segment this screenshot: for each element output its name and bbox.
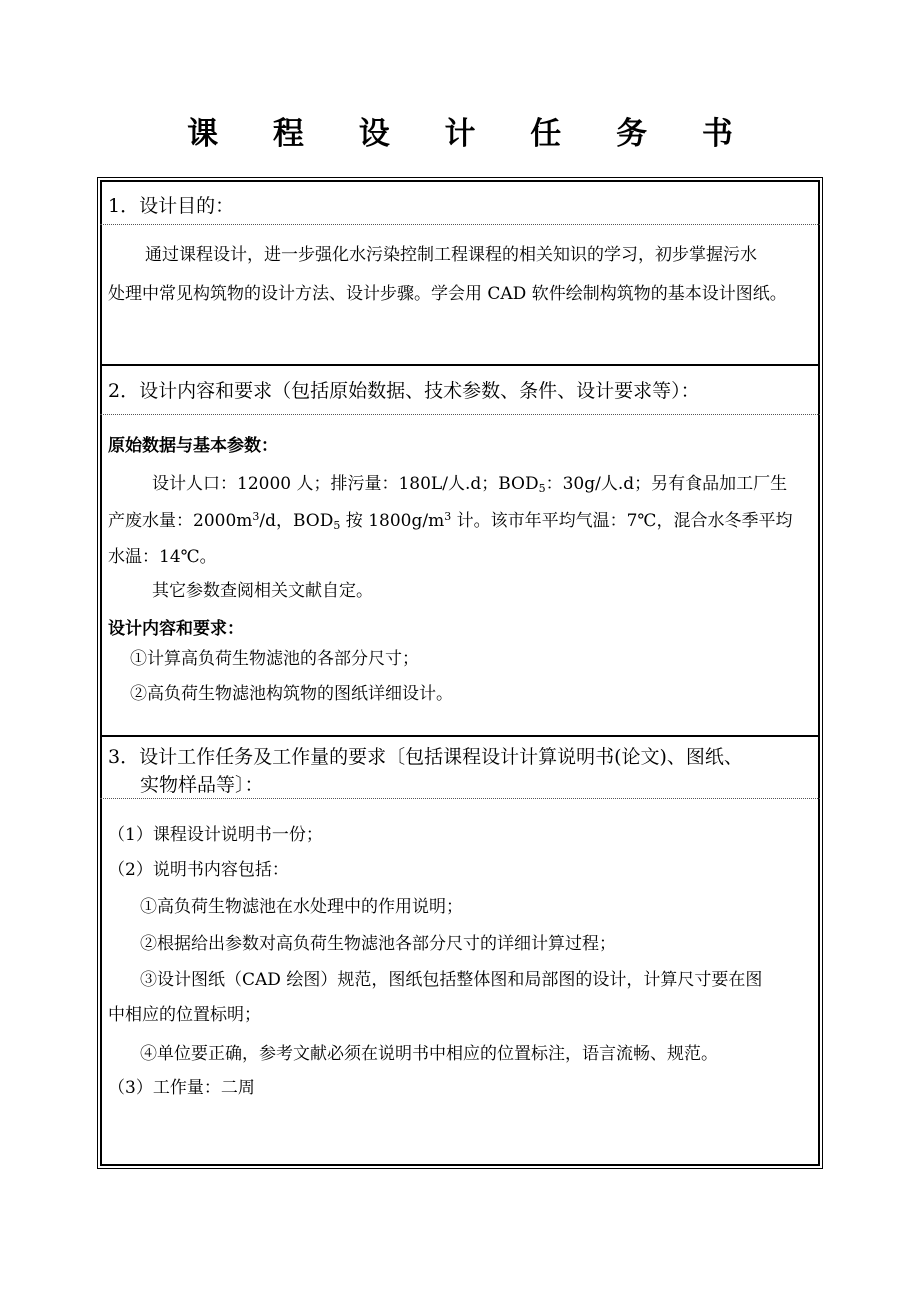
task-line-3: ①高负荷生物滤池在水处理中的作用说明； xyxy=(140,897,463,917)
task-line-4: ②根据给出参数对高负荷生物滤池各部分尺寸的详细计算过程； xyxy=(140,934,616,954)
m3-superscript-1: 3 xyxy=(252,510,260,523)
task-line-7: ④单位要正确，参考文献必须在说明书中相应的位置标注，语言流畅、规范。 xyxy=(140,1044,718,1064)
document-title: 课 程 设 计 任 务 书 xyxy=(187,116,755,152)
params-line-1b: ：30g/人.d；另有食品加工厂生 xyxy=(545,474,788,494)
section2-heading: 2．设计内容和要求（包括原始数据、技术参数、条件、设计要求等）： xyxy=(108,380,700,402)
task-line-5: ③设计图纸（CAD 绘图）规范，图纸包括整体图和局部图的设计，计算尺寸要在图 xyxy=(140,970,763,990)
params-line-2b: /d，BOD xyxy=(259,511,334,531)
task-line-2: （2）说明书内容包括： xyxy=(108,860,289,880)
section3-divider xyxy=(100,798,820,799)
bod-subscript: 5 xyxy=(538,482,546,495)
section1-line-1: 通过课程设计，进一步强化水污染控制工程课程的相关知识的学习，初步掌握污水 xyxy=(145,245,757,265)
section-separator-1 xyxy=(100,364,820,366)
section-separator-2 xyxy=(100,735,820,737)
section1-divider xyxy=(100,224,820,225)
params-other: 其它参数查阅相关文献自定。 xyxy=(152,581,373,601)
params-line-1 xyxy=(152,471,787,497)
params-line-1a: 设计人口：12000 人；排污量：180L/人.d；BOD xyxy=(152,474,539,494)
bod-subscript-2: 5 xyxy=(333,519,341,532)
section2-params-title: 原始数据与基本参数： xyxy=(108,436,278,456)
section2-requirements-title: 设计内容和要求： xyxy=(108,619,244,639)
section3-heading-line-1: 3．设计工作任务及工作量的要求〔包括课程设计计算说明书(论文)、图纸、 xyxy=(108,746,743,768)
section1-heading: 1．设计目的： xyxy=(108,195,235,217)
params-line-2a: 产废水量：2000m xyxy=(108,511,253,531)
section1-line-2: 处理中常见构筑物的设计方法、设计步骤。学会用 CAD 软件绘制构筑物的基本设计图纸。 xyxy=(108,284,787,304)
task-line-6: 中相应的位置标明； xyxy=(108,1005,261,1025)
requirement-item-2: ②高负荷生物滤池构筑物的图纸详细设计。 xyxy=(130,684,453,704)
task-line-8: （3）工作量：二周 xyxy=(108,1078,255,1098)
params-line-3: 水温：14℃。 xyxy=(108,547,217,567)
requirement-item-1: ①计算高负荷生物滤池的各部分尺寸； xyxy=(130,649,419,669)
params-line-2d: 计。该市年平均气温：7℃，混合水冬季平均 xyxy=(451,511,793,531)
params-line-2 xyxy=(108,508,792,534)
section3-heading-line-2: 实物样品等〕： xyxy=(140,774,264,796)
section2-divider xyxy=(100,414,820,415)
params-line-2c: 按 1800g/m xyxy=(340,511,445,531)
m3-superscript-2: 3 xyxy=(444,510,452,523)
task-line-1: （1）课程设计说明书一份； xyxy=(108,825,323,845)
